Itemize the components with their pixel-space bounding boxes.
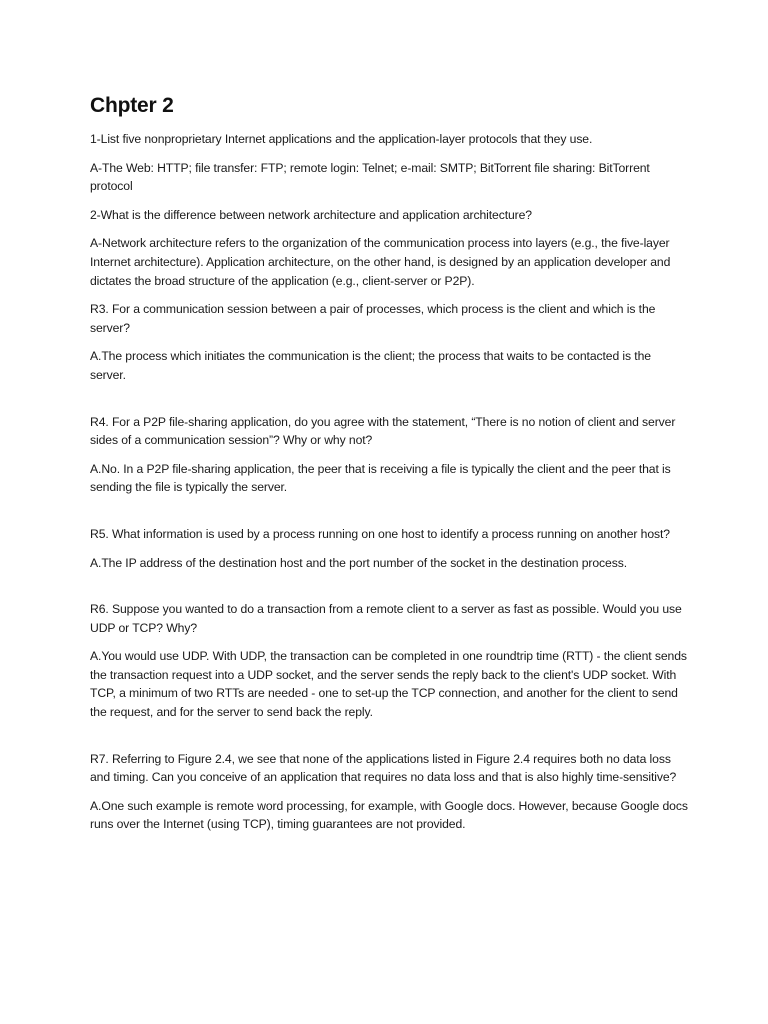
question-r6: R6. Suppose you wanted to do a transaction from a remote client to a server as fast as possible. Would you use UDP or TCP? Why?: [90, 602, 682, 635]
answer-r7: A.One such example is remote word processing, for example, with Google docs. However, because Google docs runs over the Internet (using TCP), timing guarantees are not provided.: [90, 798, 688, 832]
answer-r5: A.The IP address of the destination host and the port number of the socket in the destination process.: [90, 555, 627, 570]
answer-1: A-The Web: HTTP; file transfer: FTP; remote login: Telnet; e-mail: SMTP; BitTorrent file sharing: BitTorrent protocol: [90, 160, 650, 194]
answer-r3: A.The process which initiates the communication is the client; the process that waits to be contacted is the server.: [90, 349, 651, 382]
question-r3: R3. For a communication session between a pair of processes, which process is the client and which is the server?: [90, 302, 656, 335]
answer-r6: A.You would use UDP. With UDP, the transaction can be completed in one roundtrip time (RTT) - the client sends the transaction request into a UDP socket, and the server sends the reply back to the client's UDP socket. With TCP, a minimum of two RTTs are needed - one to set-up the TCP connection, and another for the client to send the request, and for the server to send back the reply.: [90, 649, 687, 720]
question-r4: R4. For a P2P file-sharing application, do you agree with the statement, “There is no notion of client and server sides of a communication session”? Why or why not?: [90, 414, 676, 448]
document-page: [90, 94, 690, 844]
page-title: Chpter 2: [90, 94, 174, 117]
question-1: 1-List five nonproprietary Internet applications and the application-layer protocols that they use.: [90, 132, 593, 146]
question-r7: R7. Referring to Figure 2.4, we see that none of the applications listed in Figure 2.4 requires both no data loss and timing. Can you conceive of an application that requires no data loss and that is also highly time-sensitive?: [90, 751, 677, 785]
question-r5: R5. What information is used by a process running on one host to identify a process running on another host?: [90, 526, 670, 541]
question-2: 2-What is the difference between network architecture and application architecture?: [90, 207, 532, 222]
answer-r4: A.No. In a P2P file-sharing application, the peer that is receiving a file is typically the client and the peer that is sending the file is typically the server.: [90, 461, 671, 495]
answer-2: A-Network architecture refers to the organization of the communication process into layers (e.g., the five-layer Internet architecture). Application architecture, on the other hand, is designed by an application developer and dictates the broad structure of the application (e.g., client-server or P2P).: [90, 236, 671, 288]
